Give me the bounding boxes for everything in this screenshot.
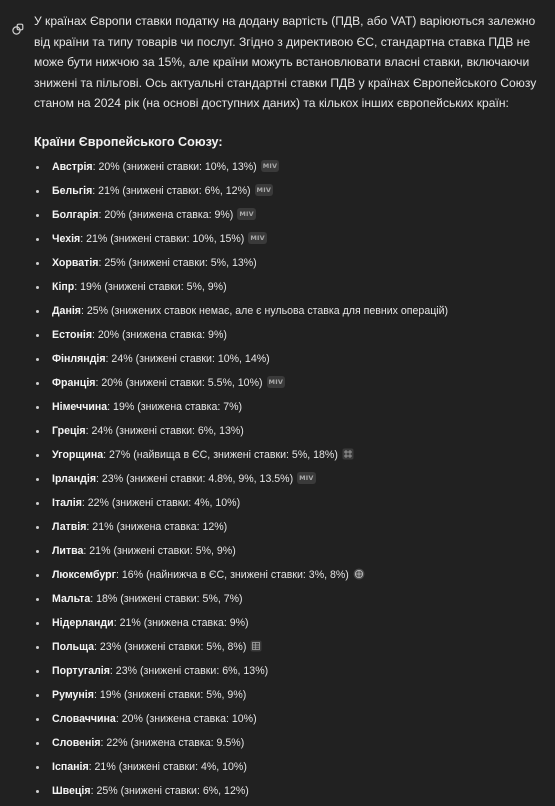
country-list bbox=[34, 158, 539, 806]
bullet-icon bbox=[36, 502, 39, 505]
country-rate-text: : 21% (знижені ставки: 5%, 9%) bbox=[83, 544, 236, 557]
list-item bbox=[34, 566, 539, 590]
list-item bbox=[34, 230, 539, 254]
country-name: Нідерланди bbox=[52, 616, 114, 629]
country-name: Болгарія bbox=[52, 208, 99, 221]
country-name: Хорватія bbox=[52, 256, 99, 269]
country-rate-text: : 24% (знижені ставки: 10%, 14%) bbox=[105, 352, 270, 365]
country-rate-text: : 21% (знижені ставки: 6%, 12%) bbox=[92, 184, 251, 197]
country-rate-text: : 25% (знижених ставок немає, але є нульова ставка для певних операцій) bbox=[80, 304, 449, 317]
bullet-icon bbox=[36, 382, 39, 385]
country-rate-text: : 20% (знижені ставки: 5.5%, 10%) bbox=[95, 376, 263, 389]
grid-icon[interactable] bbox=[342, 448, 354, 460]
country-name: Угорщина bbox=[52, 448, 104, 461]
country-rate-text: : 20% (знижена ставка: 10%) bbox=[115, 712, 257, 725]
source-badge[interactable]: MIV bbox=[256, 185, 272, 194]
list-item bbox=[34, 686, 539, 710]
country-name: Німеччина bbox=[52, 400, 108, 413]
source-badge[interactable]: MIV bbox=[299, 473, 314, 482]
country-name: Мальта bbox=[52, 592, 91, 605]
country-name: Данія bbox=[52, 304, 81, 317]
country-rate-text: : 20% (знижена ставка: 9%) bbox=[98, 208, 234, 221]
source-badge[interactable]: MIV bbox=[262, 161, 278, 170]
bullet-icon bbox=[36, 190, 39, 193]
country-rate-text: : 25% (знижені ставки: 5%, 13%) bbox=[98, 256, 257, 269]
bullet-icon bbox=[36, 310, 39, 313]
bullet-icon bbox=[36, 478, 39, 481]
bullet-icon bbox=[36, 334, 39, 337]
message-content bbox=[34, 11, 539, 806]
list-item bbox=[34, 542, 539, 566]
country-name: Португалія bbox=[52, 664, 110, 677]
country-name: Словенія bbox=[52, 736, 101, 749]
list-item bbox=[34, 422, 539, 446]
bullet-icon bbox=[36, 214, 39, 217]
country-name: Бельгія bbox=[52, 184, 93, 197]
bullet-icon bbox=[36, 766, 39, 769]
bullet-icon bbox=[36, 286, 39, 289]
country-rate-text: : 18% (знижені ставки: 5%, 7%) bbox=[90, 592, 243, 605]
country-name: Словаччина bbox=[52, 712, 116, 725]
country-name: Італія bbox=[52, 496, 82, 509]
list-item bbox=[34, 782, 539, 806]
country-name: Кіпр bbox=[52, 280, 75, 293]
list-item bbox=[34, 206, 539, 230]
assistant-logo-icon bbox=[11, 22, 25, 36]
country-rate-text: : 22% (знижена ставка: 9.5%) bbox=[100, 736, 245, 749]
list-item bbox=[34, 158, 539, 182]
list-item bbox=[34, 518, 539, 542]
country-name: Люксембург bbox=[52, 568, 117, 581]
country-rate-text: : 27% (найвища в ЄС, знижені ставки: 5%, 18%) bbox=[103, 448, 338, 461]
list-item bbox=[34, 278, 539, 302]
bullet-icon bbox=[36, 694, 39, 697]
country-rate-text: : 23% (знижені ставки: 5%, 8%) bbox=[94, 640, 247, 653]
list-item bbox=[34, 446, 539, 470]
list-item bbox=[34, 710, 539, 734]
bullet-icon bbox=[36, 406, 39, 409]
country-name: Естонія bbox=[52, 328, 93, 341]
source-badge[interactable]: MIV bbox=[250, 233, 265, 242]
list-item bbox=[34, 758, 539, 782]
list-item bbox=[34, 590, 539, 614]
country-rate-text: : 23% (знижені ставки: 4.8%, 9%, 13.5%) bbox=[96, 472, 294, 485]
bullet-icon bbox=[36, 622, 39, 625]
bullet-icon bbox=[36, 598, 39, 601]
source-badge[interactable]: MIV bbox=[268, 377, 284, 386]
country-rate-text: : 19% (знижена ставка: 7%) bbox=[107, 400, 243, 413]
country-rate-text: : 23% (знижені ставки: 6%, 13%) bbox=[109, 664, 269, 677]
intro-paragraph: У країнах Європи ставки податку на додану вартість (ПДВ, або VAT) варіюються залежно від країни та типу товарів чи послуг. Згідно з директивою ЄС, стандартна ставка ПДВ не може бути нижчою за 15%, але країни можуть встановлювати власні ставки, включаючи знижені та пільгові. Ось актуальні стандартні ставки ПДВ у країнах Європейського Союзу станом на 2024 рік (на основі доступних даних) та кількох інших європейських країн: bbox=[34, 14, 537, 110]
table-icon[interactable] bbox=[250, 640, 262, 652]
list-item bbox=[34, 638, 539, 662]
country-rate-text: : 19% (знижені ставки: 5%, 9%) bbox=[93, 688, 247, 701]
country-rate-text: : 20% (знижені ставки: 10%, 13%) bbox=[92, 160, 257, 173]
country-rate-text: : 19% (знижені ставки: 5%, 9%) bbox=[74, 280, 227, 293]
bullet-icon bbox=[36, 646, 39, 649]
bullet-icon bbox=[36, 262, 39, 265]
country-rate-text: : 21% (знижена ставка: 9%) bbox=[113, 616, 249, 629]
bullet-icon bbox=[36, 238, 39, 241]
country-name: Іспанія bbox=[52, 760, 89, 773]
country-rate-text: : 24% (знижені ставки: 6%, 13%) bbox=[85, 424, 244, 437]
bullet-icon bbox=[36, 718, 39, 721]
bullet-icon bbox=[36, 574, 39, 577]
country-rate-text: : 21% (знижена ставка: 12%) bbox=[86, 520, 228, 533]
country-name: Фінляндія bbox=[52, 352, 106, 365]
country-rate-text: : 16% (найнижча в ЄС, знижені ставки: 3%, 8%) bbox=[116, 568, 349, 581]
list-item bbox=[34, 470, 539, 494]
globe-icon[interactable] bbox=[353, 568, 365, 580]
country-rate-text: : 25% (знижені ставки: 6%, 12%) bbox=[90, 784, 249, 797]
list-item bbox=[34, 734, 539, 758]
bullet-icon bbox=[36, 550, 39, 553]
list-item bbox=[34, 614, 539, 638]
list-item bbox=[34, 662, 539, 686]
list-item bbox=[34, 374, 539, 398]
country-rate-text: : 22% (знижені ставки: 4%, 10%) bbox=[81, 496, 241, 509]
country-rate-text: : 20% (знижена ставка: 9%) bbox=[92, 328, 227, 341]
country-name: Польща bbox=[52, 640, 95, 653]
bullet-icon bbox=[36, 454, 39, 457]
country-rate-text: : 21% (знижені ставки: 10%, 15%) bbox=[80, 232, 245, 245]
list-item bbox=[34, 182, 539, 206]
country-rate-text: : 21% (знижені ставки: 4%, 10%) bbox=[88, 760, 247, 773]
country-name: Чехія bbox=[52, 232, 81, 245]
bullet-icon bbox=[36, 526, 39, 529]
list-item bbox=[34, 302, 539, 326]
country-name: Латвія bbox=[52, 520, 87, 533]
bullet-icon bbox=[36, 670, 39, 673]
section-title: Країни Європейського Союзу: bbox=[34, 134, 223, 149]
country-name: Франція bbox=[52, 376, 96, 389]
list-item bbox=[34, 254, 539, 278]
country-name: Австрія bbox=[52, 160, 93, 173]
bullet-icon bbox=[36, 358, 39, 361]
bullet-icon bbox=[36, 166, 39, 169]
bullet-icon bbox=[36, 790, 39, 793]
country-name: Греція bbox=[52, 424, 86, 437]
country-name: Румунія bbox=[52, 688, 94, 701]
list-item bbox=[34, 398, 539, 422]
list-item bbox=[34, 494, 539, 518]
country-name: Ірландія bbox=[52, 472, 97, 485]
list-item bbox=[34, 326, 539, 350]
bullet-icon bbox=[36, 742, 39, 745]
country-name: Литва bbox=[52, 544, 84, 557]
bullet-icon bbox=[36, 430, 39, 433]
source-badge[interactable]: MIV bbox=[239, 209, 254, 218]
country-name: Швеція bbox=[52, 784, 91, 797]
list-item bbox=[34, 350, 539, 374]
